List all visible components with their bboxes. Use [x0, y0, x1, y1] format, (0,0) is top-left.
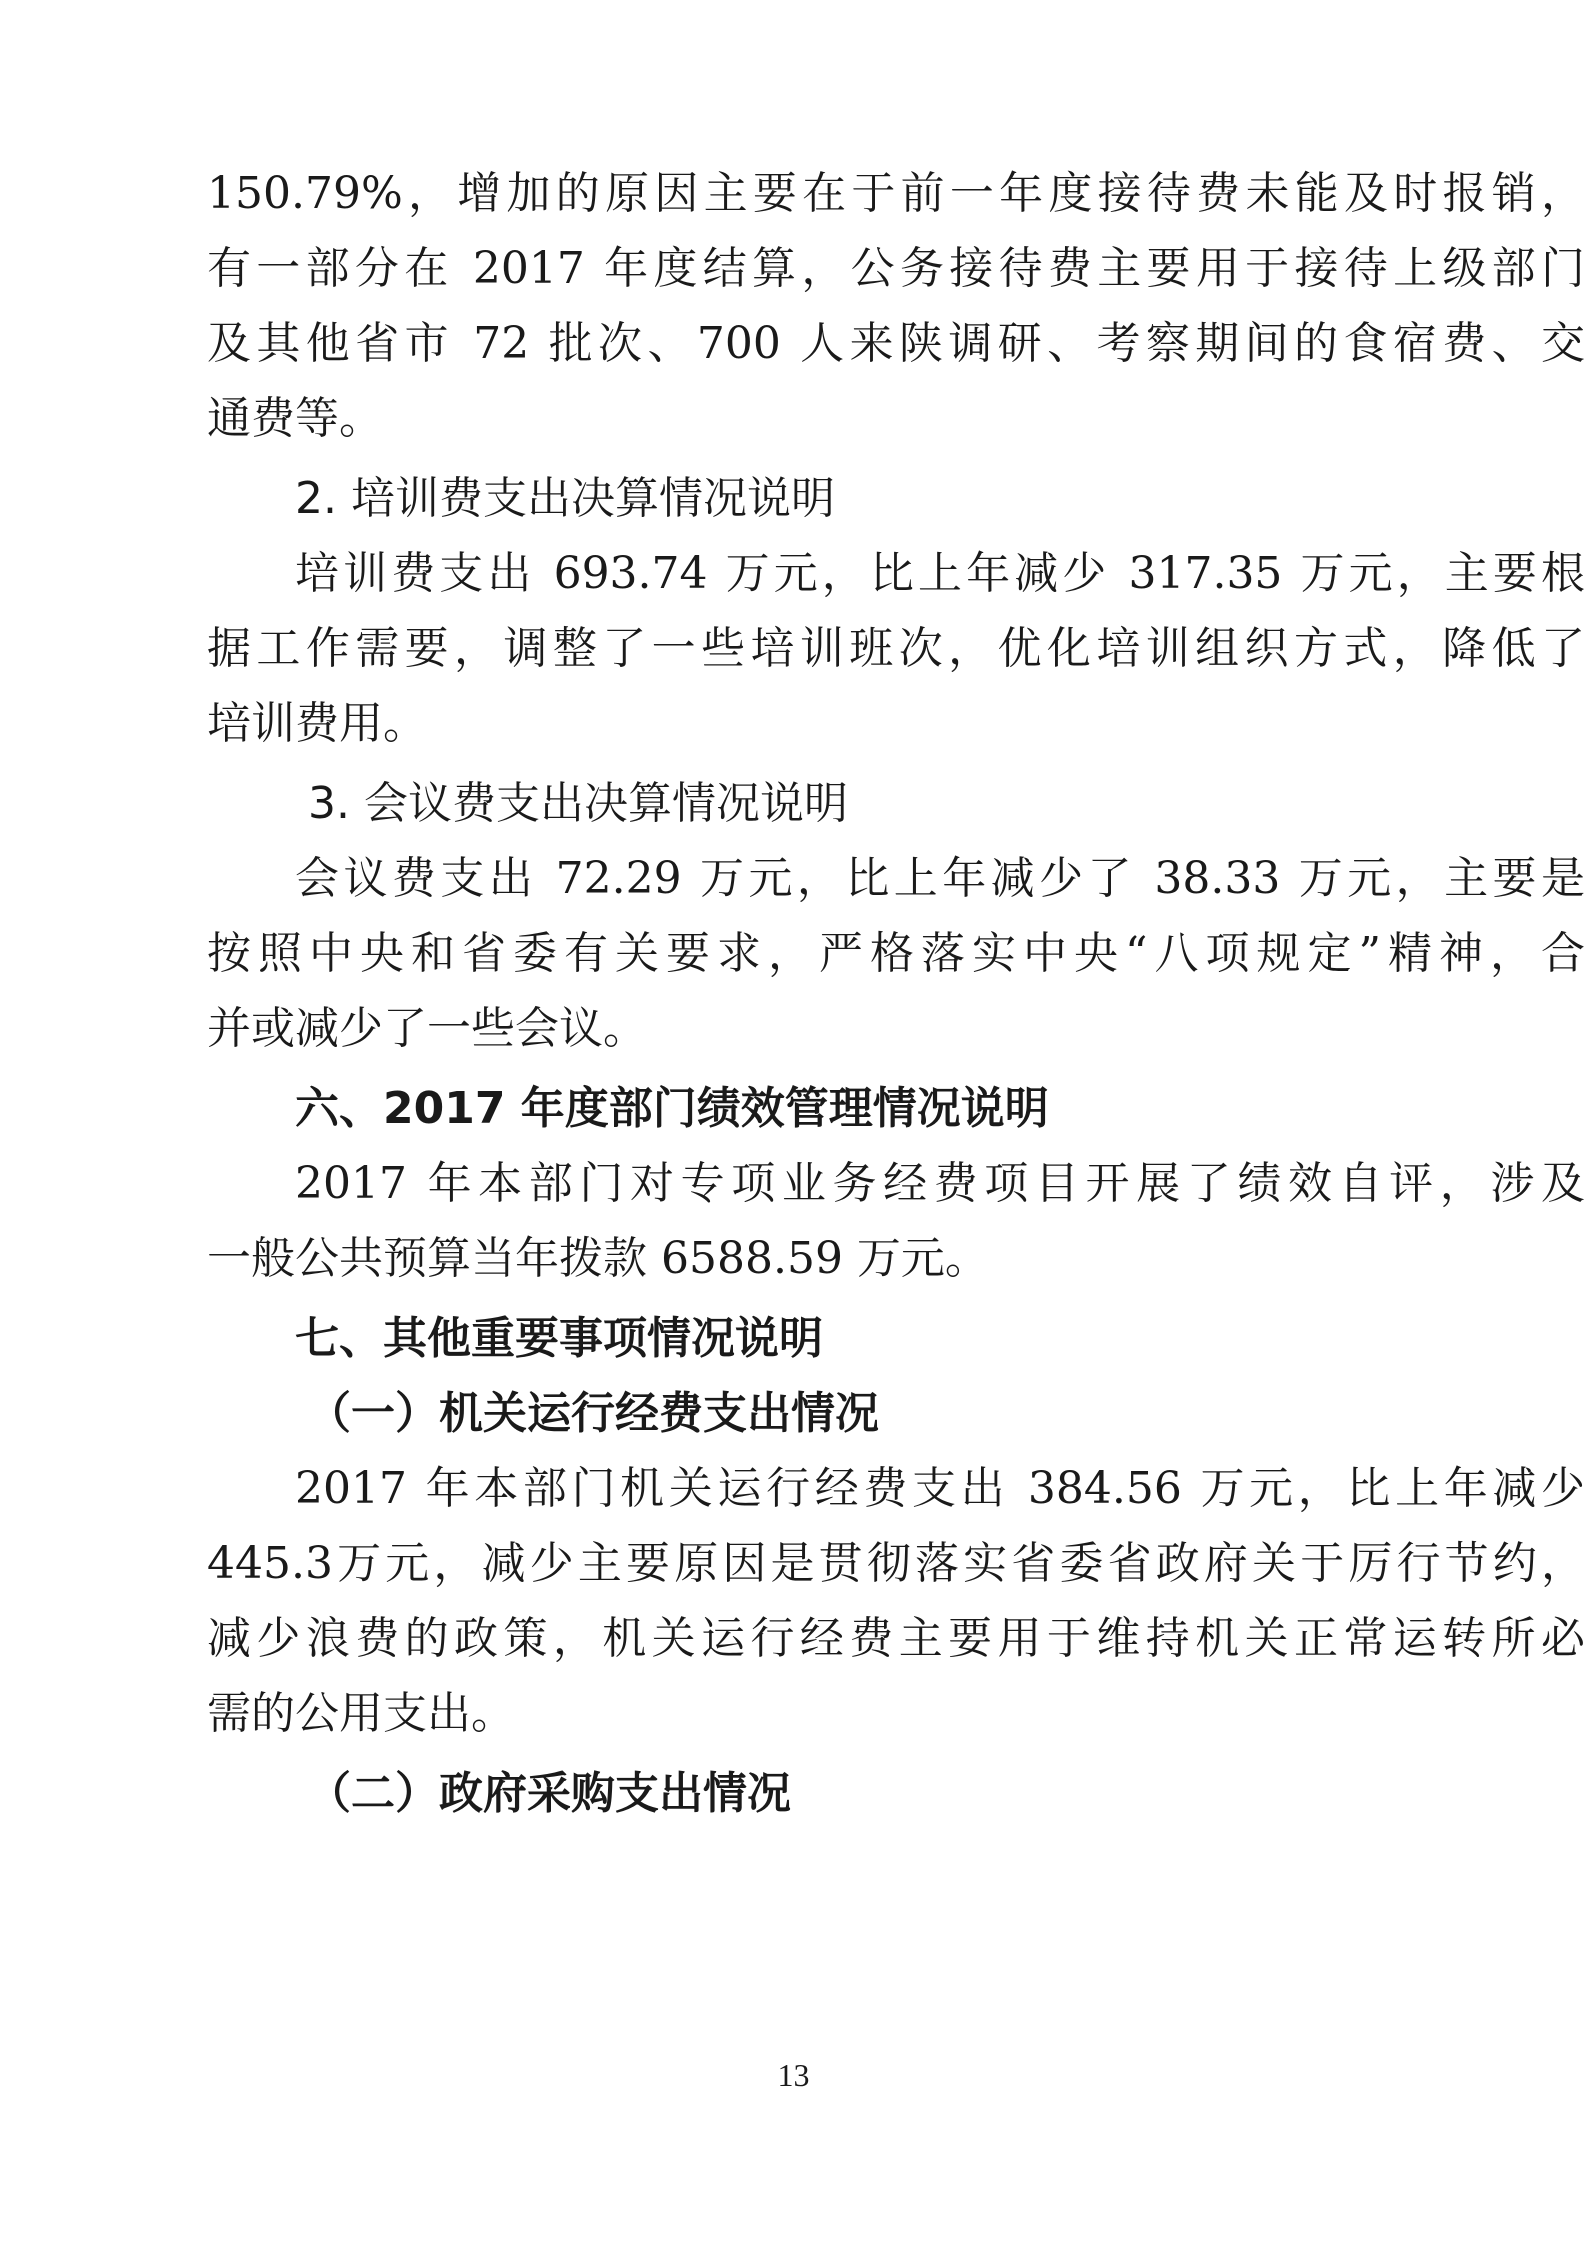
section-heading-training: 2. 培训费支出决算情况说明 — [295, 473, 835, 524]
section-heading-meeting: 3. 会议费支出决算情况说明 — [308, 778, 848, 829]
section-heading-other-matters: 七、其他重要事项情况说明 — [295, 1313, 823, 1364]
subsection-heading-operating-expenses: （一）机关运行经费支出情况 — [307, 1388, 879, 1439]
page-number: 13 — [777, 2057, 810, 2093]
paragraph-line: 据工作需要，调整了一些培训班次，优化培训组织方式，降低了 — [207, 623, 1585, 674]
paragraph-line: 有一部分在 2017 年度结算，公务接待费主要用于接待上级部门 — [207, 243, 1585, 294]
paragraph-line: 一般公共预算当年拨款 6588.59 万元。 — [207, 1233, 989, 1284]
paragraph-line: 通费等。 — [207, 393, 383, 444]
paragraph-line: 445.3万元，减少主要原因是贯彻落实省委省政府关于厉行节约， — [207, 1538, 1585, 1589]
paragraph-line: 2017 年本部门机关运行经费支出 384.56 万元，比上年减少 — [295, 1463, 1585, 1514]
paragraph-line: 需的公用支出。 — [207, 1688, 515, 1739]
paragraph-line: 培训费支出 693.74 万元，比上年减少 317.35 万元，主要根 — [295, 548, 1585, 599]
paragraph-line: 及其他省市 72 批次、700 人来陕调研、考察期间的食宿费、交 — [207, 318, 1585, 369]
paragraph-line: 培训费用。 — [207, 698, 427, 749]
paragraph-line: 2017 年本部门对专项业务经费项目开展了绩效自评，涉及 — [295, 1158, 1585, 1209]
subsection-heading-procurement: （二）政府采购支出情况 — [307, 1768, 791, 1819]
paragraph-line: 并或减少了一些会议。 — [207, 1003, 647, 1054]
paragraph-line: 150.79%，增加的原因主要在于前一年度接待费未能及时报销， — [207, 168, 1585, 219]
paragraph-line: 按照中央和省委有关要求，严格落实中央“八项规定”精神，合 — [207, 928, 1585, 979]
section-heading-performance: 六、2017 年度部门绩效管理情况说明 — [295, 1083, 1049, 1134]
paragraph-line: 会议费支出 72.29 万元，比上年减少了 38.33 万元，主要是 — [295, 853, 1585, 904]
paragraph-line: 减少浪费的政策，机关运行经费主要用于维持机关正常运转所必 — [207, 1613, 1585, 1664]
